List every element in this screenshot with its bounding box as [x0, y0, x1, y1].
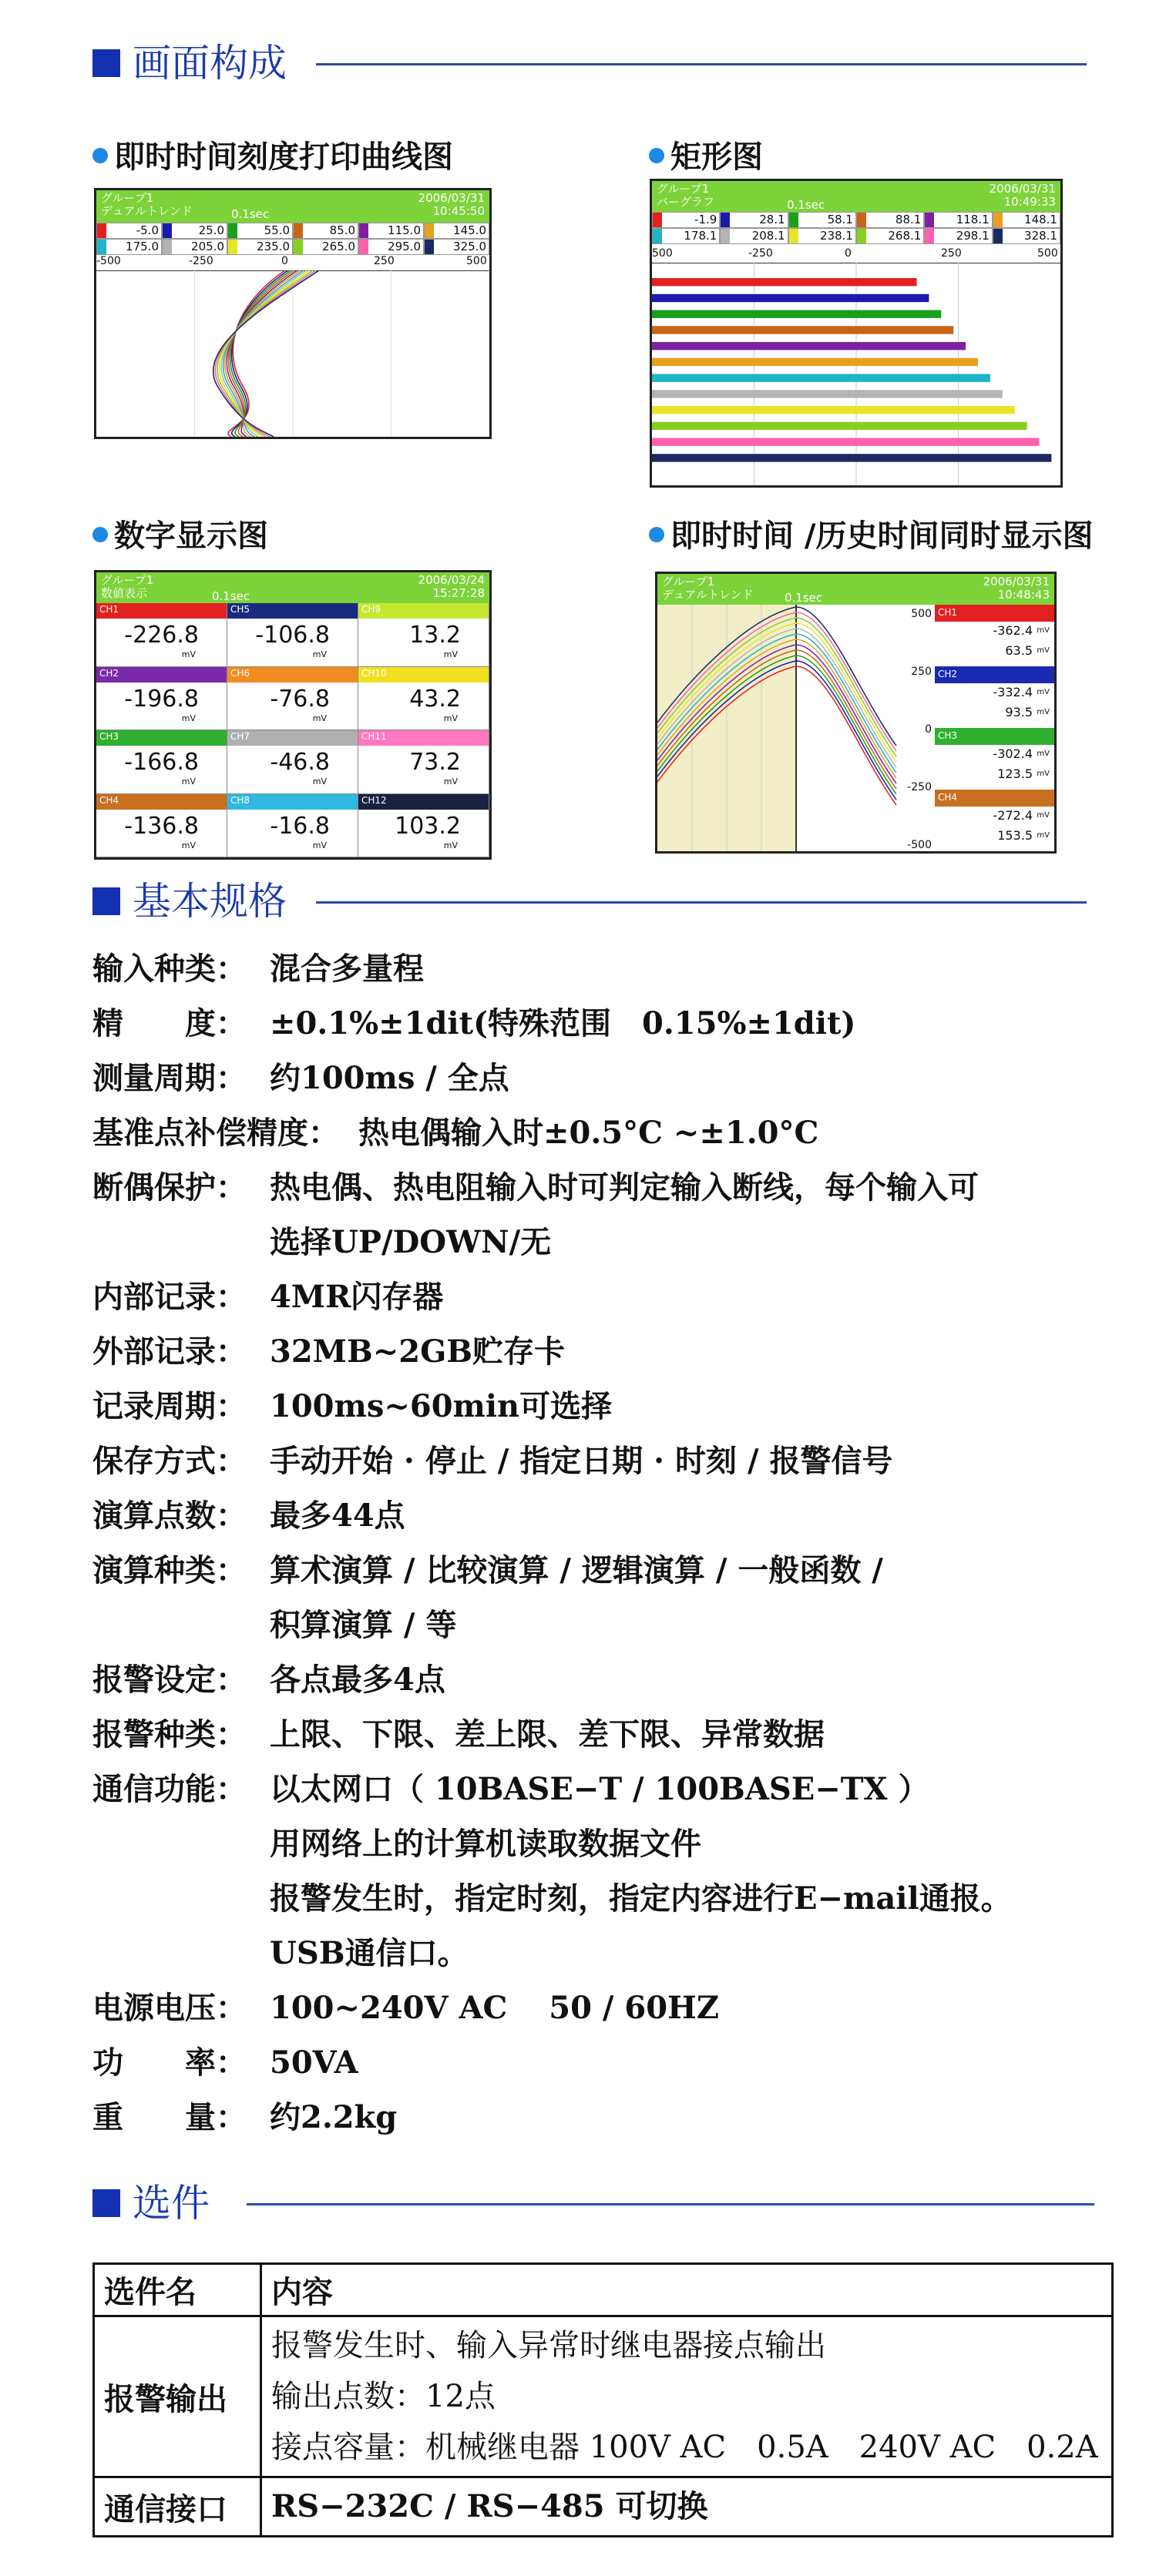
channel-reading: 103.2: [395, 812, 461, 840]
channel-color-swatch: [294, 223, 303, 238]
channel-color-swatch: [789, 229, 798, 243]
channel-color-swatch: [359, 223, 368, 238]
section-title: 画面构成: [133, 41, 287, 86]
dual-scale: [896, 605, 935, 851]
spec-label: 演算点数：: [92, 1498, 247, 1534]
channel-reading: 43.2: [409, 685, 461, 713]
table-row: [94, 2477, 1113, 2537]
reading-now: -362.4: [993, 623, 1033, 638]
channel-value: 115.0: [388, 223, 421, 237]
screen-topbar: [96, 190, 489, 223]
channel-name: CH1: [99, 604, 119, 615]
channel-name: CH4: [99, 794, 119, 806]
bar: [652, 390, 1003, 397]
digital-cell: [227, 730, 358, 794]
bullet-icon: [92, 148, 108, 163]
reading-now: -272.4: [993, 808, 1033, 823]
channel-color-swatch: [993, 213, 1003, 227]
bar: [652, 374, 990, 382]
reading-unit: mV: [1037, 770, 1050, 778]
trend-curves: [96, 270, 489, 437]
group-name: グループ1: [657, 182, 710, 196]
spec-value: 选择UP/DOWN/无: [270, 1224, 552, 1260]
channel-reading: -226.8: [124, 622, 199, 649]
channel-color-swatch: [425, 223, 434, 238]
channel-value: 118.1: [956, 213, 990, 226]
channel-color-swatch: [653, 229, 662, 243]
channel-name: CH11: [361, 731, 387, 742]
reading-now: -332.4: [993, 685, 1033, 699]
digital-cell: [358, 730, 489, 794]
channel-value: 28.1: [759, 213, 785, 226]
channel-unit: mV: [443, 649, 458, 659]
screen-topbar: [657, 574, 1054, 605]
channel-color-swatch: [653, 213, 662, 227]
channel-value: 55.0: [264, 223, 290, 237]
table-row: [94, 2316, 1113, 2477]
interval-label: 0.1sec: [785, 591, 823, 605]
section-square-icon: [92, 887, 120, 915]
panel-label-trend: [92, 132, 453, 176]
spec-label: 电源电压：: [92, 1990, 247, 2026]
screen-date: 2006/03/31: [983, 575, 1050, 589]
display-mode: バーグラフ: [657, 195, 715, 209]
digital-cell: [96, 667, 227, 731]
section-rule: [316, 901, 1087, 904]
channel-name: CH2: [938, 669, 958, 679]
section-square-icon: [92, 49, 120, 77]
spec-label: 演算种类：: [92, 1552, 247, 1588]
scale-tick-label: -250: [189, 255, 213, 267]
option-line: 报警发生时、输入异常时继电器接点输出: [271, 2328, 826, 2363]
reading-unit: mV: [1037, 708, 1050, 716]
bullet-icon: [92, 527, 108, 542]
channel-color-swatch: [228, 240, 237, 254]
scale-tick-label: 500: [466, 255, 487, 267]
dual-trend-graph: [657, 605, 935, 851]
interval-label: 0.1sec: [212, 589, 250, 603]
bullet-icon: [649, 527, 664, 542]
channel-reading: -166.8: [124, 749, 199, 776]
panel-label-text: 即时时间刻度打印曲线图: [114, 139, 453, 175]
bar: [652, 294, 929, 302]
section-header-options: [92, 2180, 1087, 2226]
option-name: 报警输出: [94, 2316, 261, 2477]
spec-label: 功 率：: [92, 2044, 247, 2081]
channel-value: 145.0: [453, 223, 486, 237]
group-name: グループ1: [662, 575, 715, 589]
channel-unit: mV: [181, 776, 196, 787]
table-header-cell: 内容: [261, 2264, 1113, 2316]
channel-unit: mV: [312, 776, 327, 787]
channel-reading: -196.8: [124, 685, 199, 713]
channel-name: CH1: [938, 607, 958, 618]
channel-reading: -16.8: [270, 812, 330, 840]
reading-unit: mV: [1037, 831, 1050, 840]
spec-value: 4MR闪存器: [270, 1279, 444, 1315]
channel-value-grid: [96, 223, 489, 255]
channel-color-swatch: [993, 229, 1003, 243]
section-rule: [316, 63, 1087, 65]
spec-value: 最多44点: [270, 1498, 405, 1534]
digital-cell: [227, 603, 358, 667]
spec-label: 报警种类：: [92, 1716, 247, 1753]
channel-color-swatch: [163, 240, 172, 254]
spec-value: 热电偶输入时±0.5°C ~±1.0°C: [358, 1115, 819, 1151]
section-square-icon: [92, 2189, 120, 2217]
channel-value: 235.0: [257, 240, 290, 253]
scale-tick-label: 250: [911, 666, 932, 678]
scale-tick-label: 0: [845, 247, 852, 260]
spec-value: 热电偶、热电阻输入时可判定输入断线，每个输入可: [270, 1169, 979, 1206]
bar: [652, 454, 1051, 461]
option-line: RS−232C / RS−485 可切换: [271, 2488, 708, 2524]
screen-time: 15:27:28: [432, 586, 485, 600]
panel-label-text: 数字显示图: [114, 518, 268, 554]
channel-color-swatch: [294, 240, 303, 254]
channel-unit: mV: [181, 649, 196, 659]
channel-color-swatch: [857, 229, 866, 243]
channel-name: CH3: [99, 731, 119, 742]
interval-label: 0.1sec: [231, 207, 270, 221]
digital-cell: [358, 794, 489, 858]
scale-tick-label: 250: [374, 255, 395, 267]
channel-color-swatch: [721, 213, 730, 227]
channel-color-swatch: [789, 213, 798, 227]
bar: [652, 326, 953, 334]
channel-value: -1.9: [694, 213, 717, 226]
spec-value: 报警发生时，指定时刻，指定内容进行E−mail通报。: [270, 1880, 1012, 1917]
channel-name: CH3: [938, 730, 958, 741]
table-header-row: [94, 2264, 1113, 2316]
bar: [652, 422, 1027, 430]
channel-value: 295.0: [388, 240, 421, 253]
spec-label: 外部记录：: [92, 1333, 247, 1370]
panel-label-text: 矩形图: [670, 139, 763, 175]
channel-reading: -46.8: [270, 749, 330, 776]
channel-name: CH10: [361, 667, 387, 679]
channel-reading: 73.2: [409, 749, 461, 776]
bar: [652, 310, 941, 318]
channel-value: 175.0: [126, 240, 159, 253]
panel-label-digital: [92, 512, 268, 555]
screen-date: 2006/03/31: [989, 182, 1056, 196]
screen-time: 10:45:50: [432, 204, 485, 218]
channel-value: 85.0: [329, 223, 355, 237]
channel-unit: mV: [181, 713, 196, 723]
digital-cell: [358, 603, 489, 667]
scale-tick-label: -500: [96, 255, 121, 267]
bar-scale: [652, 247, 1060, 263]
spec-value: 算术演算 / 比较演算 / 逻辑演算 / 一般函数 /: [270, 1552, 883, 1588]
channel-unit: mV: [443, 713, 458, 723]
channel-unit: mV: [443, 776, 458, 787]
reading-history: 123.5: [997, 766, 1033, 781]
bar: [652, 438, 1039, 446]
channel-value: 25.0: [198, 223, 224, 237]
scale-tick-label: 500: [652, 247, 673, 260]
reading-unit: mV: [1037, 626, 1050, 635]
digital-cell: [96, 603, 227, 667]
channel-color-swatch: [97, 240, 106, 254]
panel-label-dual: [649, 512, 1094, 555]
scale-tick-label: 500: [911, 608, 932, 620]
spec-value: 32MB~2GB贮存卡: [270, 1333, 566, 1370]
bar-graph: [652, 263, 1060, 485]
table-header-cell: 选件名: [94, 2264, 261, 2316]
dual-readings: [935, 605, 1054, 851]
spec-label: 通信功能：: [92, 1771, 247, 1807]
channel-reading: -76.8: [270, 685, 330, 713]
reading-unit: mV: [1037, 688, 1050, 696]
screen-topbar: [652, 181, 1060, 212]
reading-unit: mV: [1037, 646, 1050, 655]
reading-history: 63.5: [1005, 643, 1033, 658]
display-mode: デュアルトレンド: [101, 204, 193, 218]
reading-history: 153.5: [997, 828, 1033, 843]
trend-screen: [94, 188, 492, 439]
channel-color-swatch: [163, 223, 172, 238]
trend-series-line: [221, 270, 307, 437]
channel-name: CH12: [361, 794, 387, 806]
dual-screen: [655, 572, 1057, 854]
spec-value: 约2.2kg: [270, 2099, 398, 2135]
bar: [652, 406, 1015, 414]
scale-tick-label: -500: [907, 839, 932, 851]
channel-color-swatch: [925, 229, 934, 243]
bar-screen: [650, 179, 1063, 488]
digital-value-grid: [96, 603, 489, 857]
group-name: グループ1: [101, 191, 154, 205]
section-header-basic-specs: [92, 878, 1087, 924]
spec-label: 重 量：: [92, 2099, 247, 2135]
channel-value: 298.1: [956, 229, 990, 243]
bullet-icon: [649, 148, 664, 163]
channel-unit: mV: [312, 649, 327, 659]
digital-cell: [358, 667, 489, 731]
channel-color-swatch: [425, 240, 434, 254]
spec-label: 测量周期：: [92, 1060, 247, 1096]
scale-tick-label: 0: [281, 255, 288, 267]
scale-tick-label: -250: [907, 781, 932, 793]
channel-color-swatch: [721, 229, 730, 243]
channel-value-grid: [652, 212, 1060, 246]
channel-unit: mV: [181, 840, 196, 850]
scale-tick-label: 500: [1037, 247, 1058, 260]
channel-value: 268.1: [888, 229, 922, 243]
bar: [652, 358, 978, 366]
option-line: 接点容量：机械继电器 100V AC 0.5A 240V AC 0.2A: [271, 2430, 1098, 2465]
panel-label-bar: [649, 132, 763, 176]
channel-unit: mV: [443, 840, 458, 850]
channel-color-swatch: [97, 223, 106, 238]
spec-value: 以太网口（ 10BASE−T / 100BASE−TX ）: [270, 1771, 929, 1807]
spec-label: 记录周期：: [92, 1388, 247, 1424]
digital-screen: [94, 570, 492, 860]
section-title: 基本规格: [133, 879, 287, 924]
display-mode: デュアルトレンド: [662, 588, 754, 602]
channel-value: 178.1: [684, 229, 717, 243]
spec-value: 用网络上的计算机读取数据文件: [270, 1826, 701, 1862]
channel-name: CH7: [230, 731, 250, 742]
channel-color-swatch: [228, 223, 237, 238]
channel-unit: mV: [312, 713, 327, 723]
screen-date: 2006/03/31: [418, 191, 485, 205]
spec-label: 报警设定：: [92, 1662, 247, 1698]
spec-label: 输入种类：: [92, 951, 247, 987]
spec-value: 100~240V AC 50 / 60HZ: [270, 1990, 720, 2026]
channel-value: 238.1: [820, 229, 853, 243]
channel-reading: -136.8: [124, 812, 199, 840]
bar: [652, 342, 966, 350]
scale-tick-label: 250: [941, 247, 962, 260]
channel-unit: mV: [312, 840, 327, 850]
spec-value: ±0.1%±1dit(特殊范围 0.15%±1dit): [270, 1005, 856, 1041]
spec-value: 上限、下限、差上限、差下限、异常数据: [270, 1716, 825, 1753]
scale-tick-label: 0: [925, 723, 932, 736]
trend-scale: [96, 255, 489, 271]
screen-topbar: [96, 572, 489, 603]
channel-name: CH9: [361, 604, 381, 615]
channel-value: 88.1: [895, 213, 922, 226]
option-content: [261, 2316, 1113, 2477]
display-mode: 数値表示: [101, 586, 148, 600]
panel-label-text: 即时时间 /历史时间同时显示图: [670, 518, 1094, 554]
reading-unit: mV: [1037, 750, 1050, 758]
option-content: [261, 2477, 1113, 2537]
spec-value: USB通信口。: [270, 1935, 469, 1971]
channel-reading: -106.8: [255, 622, 330, 649]
screen-time: 10:49:33: [1003, 195, 1056, 209]
channel-value: 265.0: [322, 240, 355, 253]
channel-name: CH5: [230, 604, 250, 615]
interval-label: 0.1sec: [787, 198, 825, 212]
channel-color-swatch: [925, 213, 934, 227]
screen-date: 2006/03/24: [418, 573, 485, 587]
spec-label: 基准点补偿精度：: [92, 1115, 339, 1151]
spec-label: 断偶保护：: [92, 1169, 247, 1206]
spec-value: 各点最多4点: [270, 1662, 445, 1698]
digital-cell: [227, 794, 358, 858]
spec-value: 100ms~60min可选择: [270, 1388, 613, 1424]
options-table: [92, 2262, 1114, 2537]
spec-value: 混合多量程: [270, 951, 424, 987]
section-header-screen-composition: [92, 40, 1087, 86]
channel-name: CH8: [230, 794, 250, 806]
digital-cell: [96, 794, 227, 858]
reading-unit: mV: [1037, 811, 1050, 820]
spec-label: 保存方式：: [92, 1443, 247, 1479]
section-rule: [247, 2203, 1094, 2205]
option-name: 通信接口: [94, 2477, 261, 2537]
digital-cell: [96, 730, 227, 794]
group-name: グループ1: [101, 573, 154, 587]
spec-value: 约100ms / 全点: [270, 1060, 509, 1096]
reading-history: 93.5: [1005, 705, 1033, 719]
spec-value: 手动开始 · 停止 / 指定日期 · 时刻 / 报警信号: [270, 1443, 893, 1479]
channel-color-swatch: [359, 240, 368, 254]
channel-value: 328.1: [1024, 229, 1057, 243]
channel-name: CH6: [230, 667, 250, 679]
channel-value: 58.1: [827, 213, 853, 226]
channel-color-swatch: [857, 213, 866, 227]
spec-value: 积算演算 / 等: [270, 1607, 457, 1643]
channel-value: 208.1: [751, 229, 785, 243]
channel-value: 205.0: [191, 240, 224, 253]
spec-label: 精 度：: [92, 1005, 247, 1041]
channel-value: -5.0: [136, 223, 159, 237]
spec-label: 内部记录：: [92, 1279, 247, 1315]
channel-value: 148.1: [1024, 213, 1057, 226]
channel-reading: 13.2: [409, 622, 461, 649]
bar: [652, 278, 916, 286]
reading-now: -302.4: [993, 746, 1033, 761]
channel-name: CH4: [938, 792, 958, 803]
channel-name: CH2: [99, 667, 119, 679]
spec-value: 50VA: [270, 2044, 358, 2081]
channel-value: 325.0: [453, 240, 486, 253]
digital-cell: [227, 667, 358, 731]
option-line: 输出点数：12点: [271, 2379, 496, 2414]
screen-time: 10:48:43: [997, 588, 1050, 602]
scale-tick-label: -250: [748, 247, 773, 260]
section-title: 选件: [133, 2181, 210, 2225]
